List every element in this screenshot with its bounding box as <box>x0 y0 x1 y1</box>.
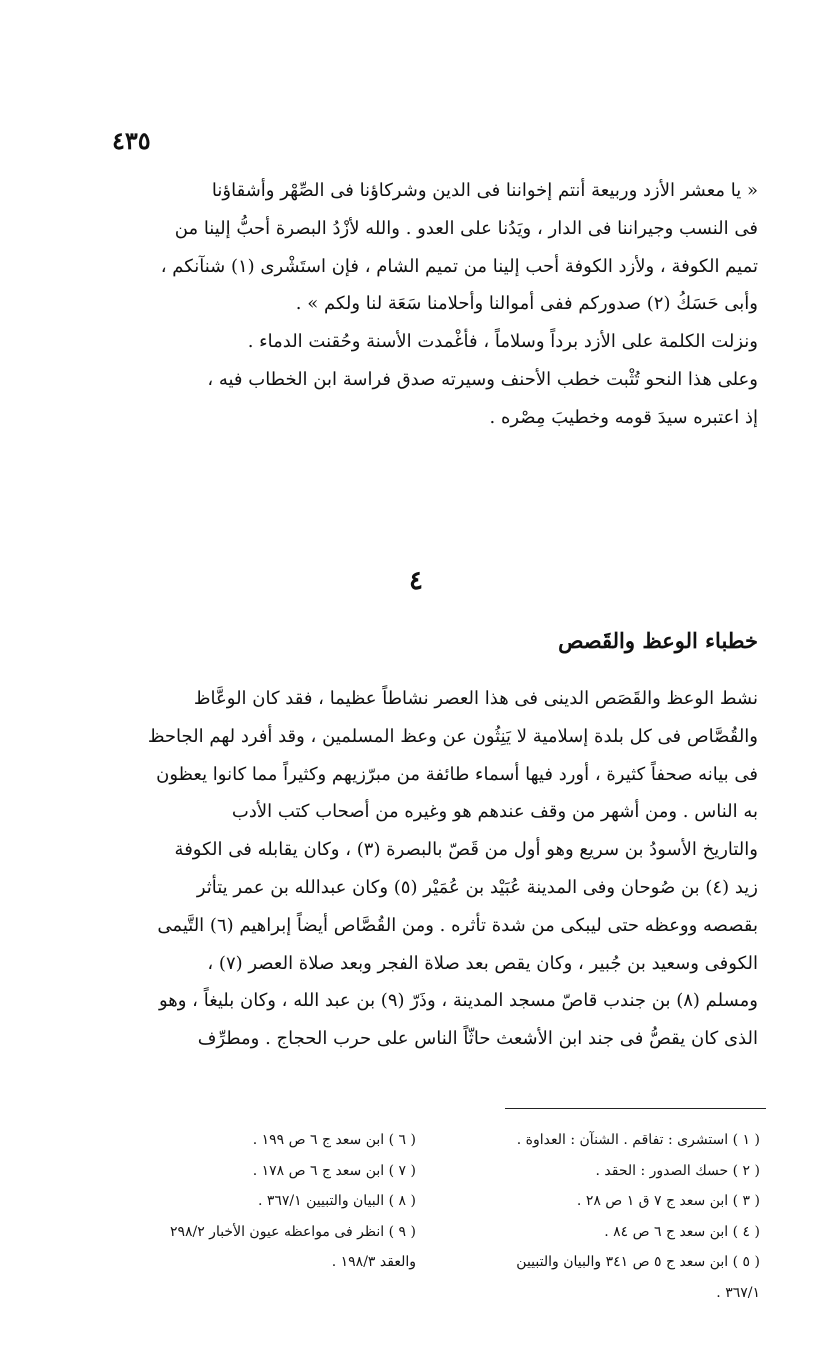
text-line: بقصصه ووعظه حتى ليبكى من شدة تأثره . ومن القُصَّاص أيضاً إبراهيم (٦) التَّيمى <box>157 914 758 936</box>
text-line: فى بيانه صحفاً كثيرة ، أورد فيها أسماء طائفة من مبرّزيهم وكثيراً مما كانوا يعظون <box>156 763 758 785</box>
text-line: ومسلم (٨) بن جندب قاصّ مسجد المدينة ، وذَرّ (٩) بن عبد الله ، وكان بليغاً ، وهو <box>158 990 758 1012</box>
text-line: وعلى هذا النحو تُثْبت خطب الأحنف وسيرته صدق فراسة ابن الخطاب فيه ، <box>207 368 758 390</box>
text-line: ونزلت الكلمة على الأزد برداً وسلاماً ، فأغْمدت الأسنة وحُقنت الدماء . <box>247 331 758 353</box>
text-line: والقُصَّاص فى كل بلدة إسلامية لا يَنِثُون عن وعظ المسلمين ، وقد أفرد لهم الجاحظ <box>147 725 758 747</box>
page-number: ٤٣٥ <box>112 126 151 155</box>
footnote: ( ٧ ) ابن سعد ج ٦ ص ١٧٨ . <box>252 1162 416 1179</box>
section-number: ٤ <box>409 566 423 596</box>
footnote-continuation: ٣٦٧/١ . <box>716 1284 760 1301</box>
footnote: ( ١ ) استشرى : تفاقم . الشنآن : العداوة . <box>516 1132 760 1148</box>
text-line: فى النسب وجيراننا فى الدار ، ويَدُنا على العدو . والله لأزْدُ البصرة أحبُّ إلينا من <box>174 217 758 239</box>
text-line: وأبى حَسَكُ (٢) صدوركم ففى أموالنا وأحلامنا سَعَة لنا ولكم » . <box>295 293 758 315</box>
quote-paragraph-block <box>110 172 758 437</box>
text-line: به الناس . ومن أشهر من وقف عندهم هو وغيره من أصحاب كتب الأدب <box>231 801 758 823</box>
footnote: ( ٣ ) ابن سعد ج ٧ ق ١ ص ٢٨ . <box>576 1193 760 1209</box>
text-line: زيد (٤) بن صُوحان وفى المدينة عُبَيْد بن عُمَيْر (٥) وكان عبدالله بن عمر يتأثر <box>196 876 758 898</box>
text-line: الكوفى وسعيد بن جُبير ، وكان يقص بعد صلاة الفجر وبعد صلاة العصر (٧) ، <box>207 952 758 974</box>
footnotes-right-column <box>470 1125 760 1308</box>
text-line: نشط الوعظ والقَصَص الدينى فى هذا العصر نشاطاً عظيما ، فقد كان الوعَّاظ <box>193 688 758 709</box>
body-paragraph <box>110 680 758 1058</box>
text-line: تميم الكوفة ، ولأزد الكوفة أحب إلينا من تميم الشام ، فإن استَشْرى (١) شنآنكم ، <box>160 255 758 277</box>
footnote: ( ٥ ) ابن سعد ج ٥ ص ٣٤١ والبيان والتبيين <box>516 1254 760 1270</box>
footnote-divider <box>505 1108 766 1109</box>
footnote: ( ٤ ) ابن سعد ج ٦ ص ٨٤ . <box>604 1223 760 1240</box>
text-line: إذ اعتبره سيدَ قومه وخطيبَ مِصْره . <box>489 406 758 428</box>
footnote: ( ٦ ) ابن سعد ج ٦ ص ١٩٩ . <box>252 1132 416 1148</box>
footnote-continuation: والعقد ١٩٨/٣ . <box>331 1254 416 1270</box>
section-heading: خطباء الوعظ والقَصص <box>558 628 758 653</box>
footnote: ( ٩ ) انظر فى مواعظه عيون الأخبار ٢٩٨/٢ <box>169 1223 416 1240</box>
text-line: « يا معشر الأزد وربيعة أنتم إخواننا فى الدين وشركاؤنا فى الصِّهْر وأشقاؤنا <box>211 180 758 201</box>
footnote: ( ٨ ) البيان والتبيين ٣٦٧/١ . <box>257 1193 416 1209</box>
text-line: والتاريخ الأسودُ بن سريع وهو أول من قَصّ بالبصرة (٣) ، وكان يقابله فى الكوفة <box>174 839 758 861</box>
footnote: ( ٢ ) حسك الصدور : الحقد . <box>595 1162 760 1179</box>
text-line: الذى كان يقصُّ فى جند ابن الأشعث حاثّاً الناس على حرب الحجاج . ومطرِّف <box>197 1028 758 1050</box>
footnotes-left-column <box>96 1125 416 1278</box>
